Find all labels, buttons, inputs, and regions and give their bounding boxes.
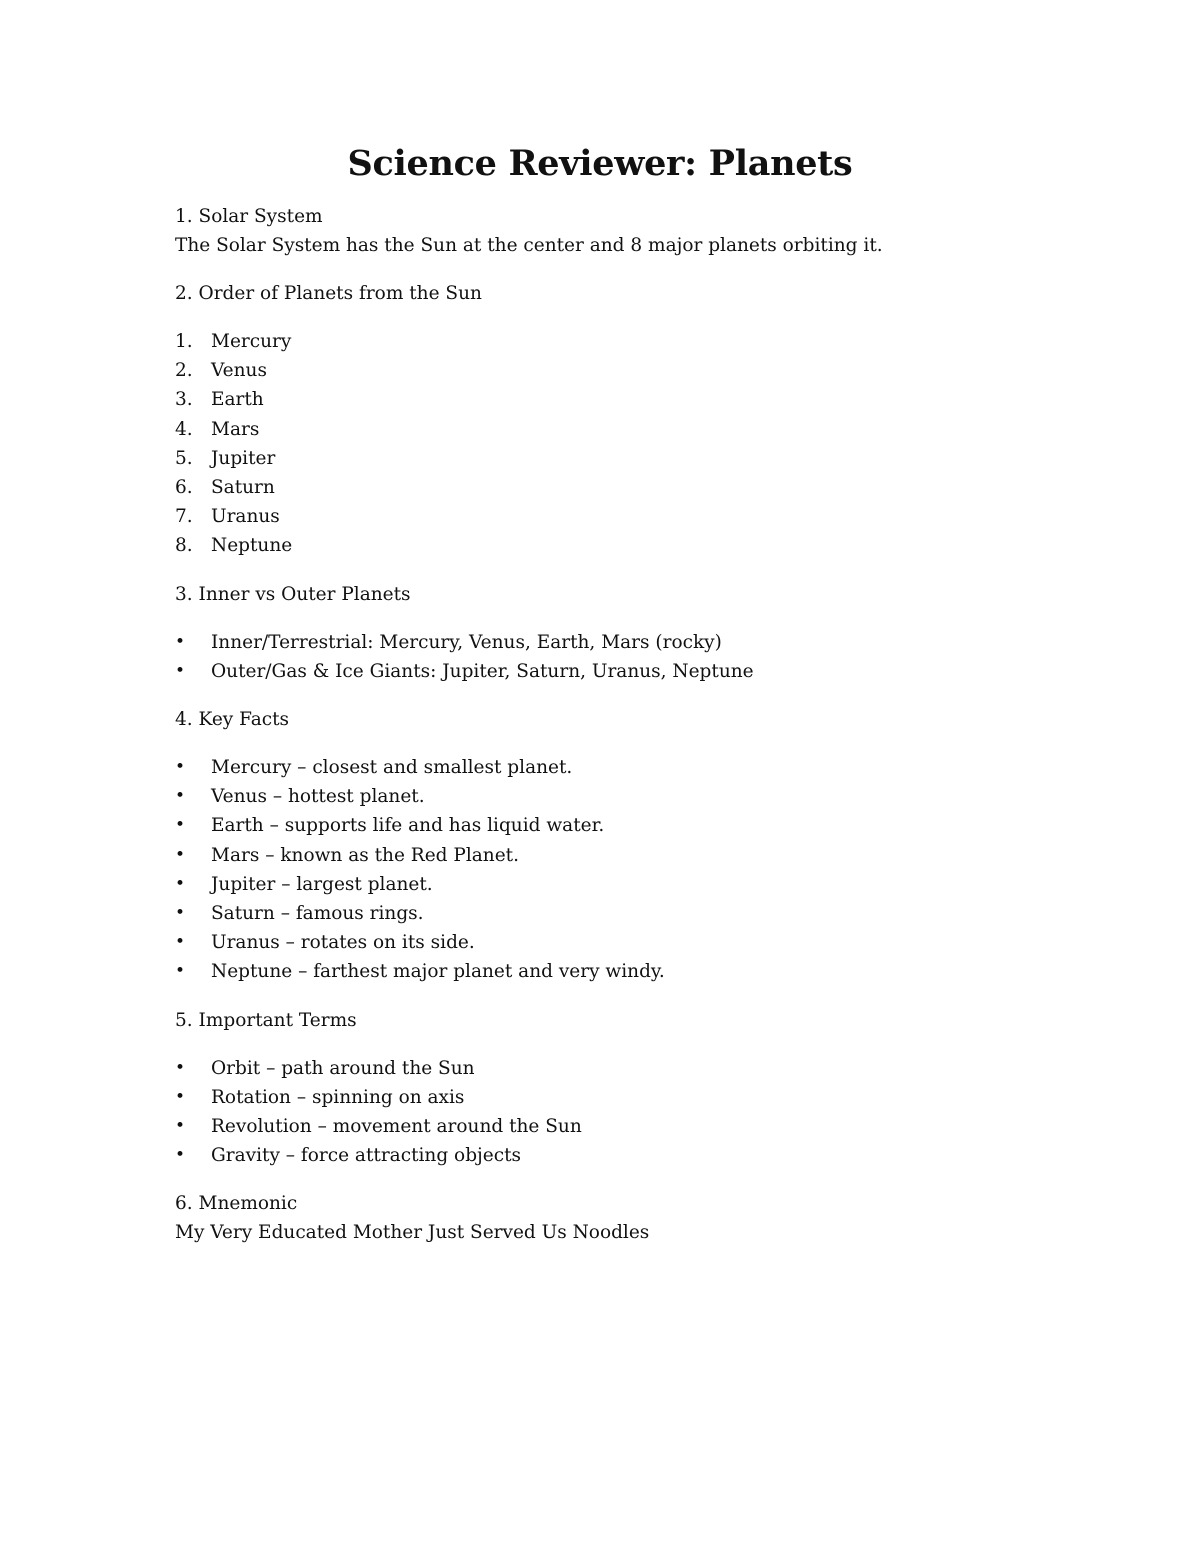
list-item: [175, 385, 1025, 414]
list-number: 1.: [175, 331, 193, 352]
section-heading-solar-system: 1. Solar System: [175, 206, 323, 227]
list-item: [175, 502, 1025, 531]
bullet-icon: •: [175, 786, 186, 807]
bullet-icon: •: [175, 903, 186, 924]
list-item: [175, 1083, 1025, 1112]
list-item: [175, 415, 1025, 444]
section-heading-mnemonic: 6. Mnemonic: [175, 1193, 298, 1215]
list-item-text: Rotation – spinning on axis: [211, 1086, 465, 1108]
list-item: [175, 444, 1025, 473]
list-item: [175, 628, 1025, 657]
list-item-text: Neptune – farthest major planet and very windy.: [211, 961, 665, 983]
section-heading-key-facts: 4. Key Facts: [175, 709, 290, 731]
list-number: 7.: [175, 506, 193, 528]
solar-system-description: The Solar System has the Sun at the center and 8 major planets orbiting it.: [175, 235, 883, 256]
important-terms-list: [175, 1054, 1025, 1171]
list-item-text: Mercury – closest and smallest planet.: [211, 757, 573, 779]
bullet-icon: •: [175, 844, 186, 865]
bullet-icon: •: [175, 1145, 186, 1166]
bullet-icon: •: [175, 757, 186, 778]
list-item: [175, 782, 1025, 811]
list-item-text: Saturn – famous rings.: [211, 903, 424, 925]
list-number: 3.: [175, 389, 193, 411]
list-item-text: Earth – supports life and has liquid water.: [211, 815, 605, 837]
list-item-text: Neptune: [211, 535, 293, 557]
list-item: [175, 753, 1025, 782]
section-heading-important-terms: 5. Important Terms: [175, 1009, 357, 1031]
list-item-text: Uranus: [211, 506, 280, 528]
document-page: [175, 140, 1025, 1247]
list-item: [175, 327, 1025, 356]
list-number: 4.: [175, 418, 193, 440]
list-item-text: Orbit – path around the Sun: [211, 1057, 475, 1079]
section-heading-inner-outer: 3. Inner vs Outer Planets: [175, 583, 411, 605]
bullet-icon: •: [175, 961, 186, 982]
list-item: [175, 811, 1025, 840]
list-item-text: Inner/Terrestrial: Mercury, Venus, Earth, Mars (rocky): [211, 631, 722, 653]
list-item: [175, 899, 1025, 928]
bullet-icon: •: [175, 660, 186, 681]
list-item: [175, 928, 1025, 957]
mnemonic-text: My Very Educated Mother Just Served Us Noodles: [175, 1222, 650, 1244]
list-item-text: Venus: [211, 360, 267, 382]
list-item-text: Jupiter: [211, 447, 276, 469]
key-facts-list: [175, 753, 1025, 987]
bullet-icon: •: [175, 815, 186, 836]
list-number: 5.: [175, 447, 193, 469]
list-item-text: Jupiter – largest planet.: [211, 873, 433, 895]
bullet-icon: •: [175, 631, 186, 652]
bullet-icon: •: [175, 1057, 186, 1078]
list-item: [175, 531, 1025, 560]
list-item-text: Uranus – rotates on its side.: [211, 932, 475, 954]
inner-outer-list: [175, 628, 1025, 686]
list-item: [175, 957, 1025, 986]
list-item: [175, 657, 1025, 686]
list-item: [175, 1141, 1025, 1170]
list-item-text: Mercury: [211, 331, 292, 352]
list-item: [175, 841, 1025, 870]
section-heading-order: 2. Order of Planets from the Sun: [175, 283, 482, 304]
list-item-text: Saturn: [211, 477, 275, 499]
list-item-text: Mars: [211, 418, 260, 440]
bullet-icon: •: [175, 1116, 186, 1137]
list-item: [175, 1112, 1025, 1141]
list-item: [175, 870, 1025, 899]
bullet-icon: •: [175, 932, 186, 953]
list-number: 8.: [175, 535, 193, 557]
list-item-text: Gravity – force attracting objects: [211, 1145, 522, 1167]
document-title: Science Reviewer: Planets: [347, 143, 853, 184]
planet-order-list: [175, 327, 1025, 561]
list-item: [175, 473, 1025, 502]
list-item-text: Venus – hottest planet.: [211, 786, 425, 808]
list-item: [175, 1054, 1025, 1083]
bullet-icon: •: [175, 873, 186, 894]
bullet-icon: •: [175, 1086, 186, 1107]
list-item-text: Outer/Gas & Ice Giants: Jupiter, Saturn, Uranus, Neptune: [211, 660, 754, 682]
list-item-text: Revolution – movement around the Sun: [211, 1116, 582, 1138]
list-item: [175, 356, 1025, 385]
list-number: 6.: [175, 477, 193, 499]
list-item-text: Mars – known as the Red Planet.: [211, 844, 519, 866]
list-number: 2.: [175, 360, 193, 382]
list-item-text: Earth: [211, 389, 264, 411]
